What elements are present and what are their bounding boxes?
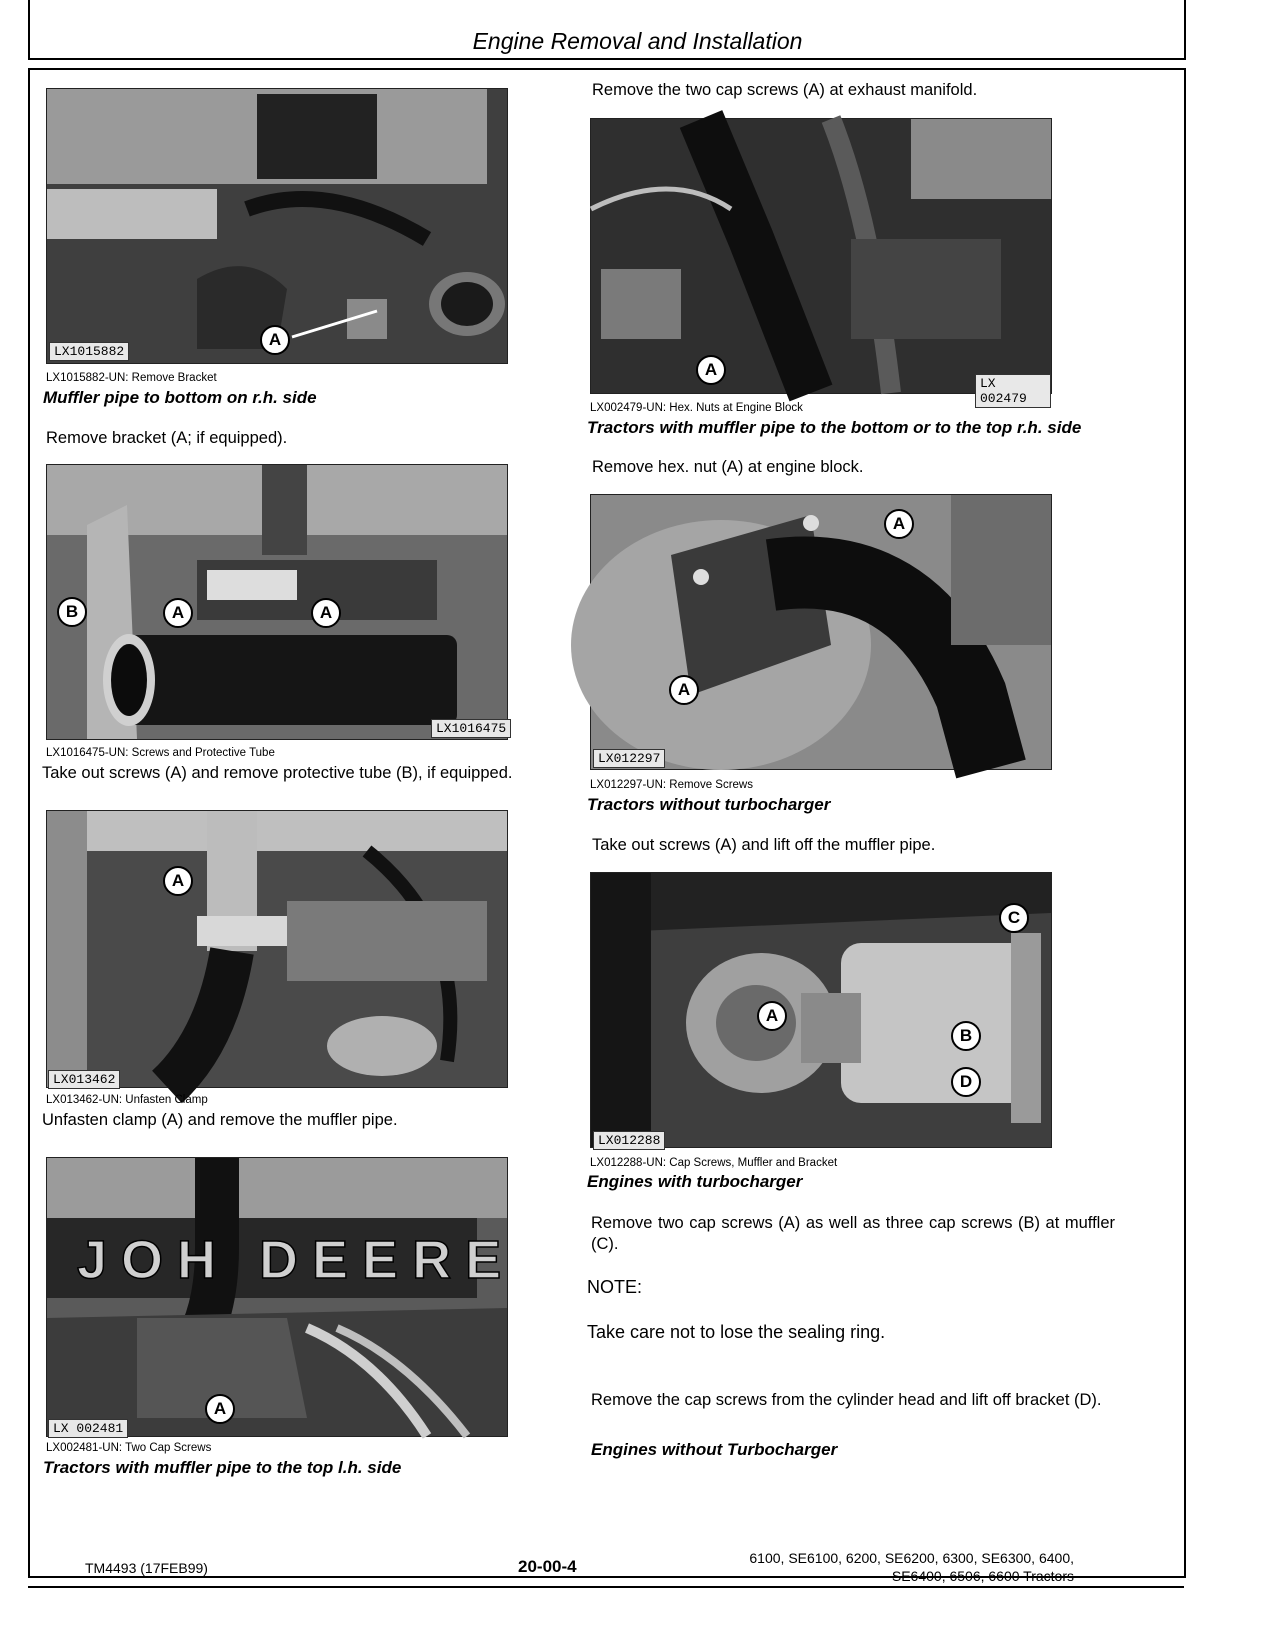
image-id-tag: LX 002481 <box>48 1419 128 1438</box>
instruction-text: Take out screws (A) and lift off the muffler pipe. <box>592 836 936 854</box>
model-list <box>660 1550 1074 1584</box>
svg-text:JOH DEERE: JOH DEERE <box>77 1230 516 1290</box>
instruction-text: Remove the cap screws from the cylinder head and lift off bracket (D). <box>591 1391 1102 1409</box>
photo-protective-tube <box>46 464 508 740</box>
image-id-tag: LX012297 <box>593 749 665 768</box>
callout-label: A <box>669 675 699 705</box>
figure-caption: LX012288-UN: Cap Screws, Muffler and Bracket <box>590 1157 838 1169</box>
callout-label: C <box>999 903 1029 933</box>
page-number: 20-00-4 <box>518 1557 577 1576</box>
figure-caption: LX002481-UN: Two Cap Screws <box>46 1442 212 1454</box>
figure-caption: LX1015882-UN: Remove Bracket <box>46 372 217 384</box>
instruction-text: Remove the two cap screws (A) at exhaust manifold. <box>592 81 978 99</box>
callout-label: A <box>205 1394 235 1424</box>
photo-exhaust-manifold <box>590 118 1052 406</box>
image-id-tag: LX012288 <box>593 1131 665 1150</box>
instruction-text: Unfasten clamp (A) and remove the muffler pipe. <box>42 1111 398 1129</box>
photo-two-cap-screws <box>46 1157 516 1437</box>
image-id-tag: LX 002479 <box>975 374 1051 408</box>
figure-caption: LX013462-UN: Unfasten Clamp <box>46 1094 208 1106</box>
instruction-text: Take out screws (A) and remove protective tube (B), if equipped. <box>42 764 513 782</box>
callout-label: A <box>311 598 341 628</box>
page-title: Engine Removal and Installation <box>472 28 803 54</box>
callout-label: A <box>163 598 193 628</box>
instruction-text: Remove two cap screws (A) as well as three cap screws (B) at muffler (C). <box>591 1214 1115 1253</box>
callout-label: A <box>757 1001 787 1031</box>
footer-rule <box>28 1586 1184 1588</box>
figure-subhead: Tractors without turbocharger <box>587 795 831 814</box>
instruction-text: Remove hex. nut (A) at engine block. <box>592 458 864 476</box>
image-id-tag: LX1015882 <box>49 342 129 361</box>
image-id-tag: LX1016475 <box>431 719 511 738</box>
callout-label: D <box>951 1067 981 1097</box>
figure-caption: LX002479-UN: Hex. Nuts at Engine Block <box>590 402 803 414</box>
model-list-line: SE6400, 6506, 6600 Tractors <box>891 1568 1074 1584</box>
photo-hex-nut-engine-block <box>590 494 1052 770</box>
figure-subhead: Muffler pipe to bottom on r.h. side <box>43 388 317 407</box>
instruction-text: Remove bracket (A; if equipped). <box>46 429 288 447</box>
figure-caption: LX1016475-UN: Screws and Protective Tube <box>46 747 275 759</box>
figure-subhead: Tractors with muffler pipe to the top l.h. side <box>43 1458 402 1477</box>
callout-label: A <box>696 355 726 385</box>
callout-label: B <box>57 597 87 627</box>
section-subhead: Engines without Turbocharger <box>591 1440 838 1459</box>
note-label: NOTE: <box>587 1277 643 1297</box>
figure-caption: LX012297-UN: Remove Screws <box>590 779 753 791</box>
photo-remove-bracket <box>46 88 508 364</box>
figure-subhead: Tractors with muffler pipe to the bottom or to the top r.h. side <box>587 418 1082 437</box>
photo-turbo-muffler <box>590 872 1052 1148</box>
callout-label: B <box>951 1021 981 1051</box>
callout-label: A <box>884 509 914 539</box>
callout-label: A <box>163 866 193 896</box>
doc-number: TM4493 (17FEB99) <box>85 1560 208 1576</box>
figure-subhead: Engines with turbocharger <box>587 1172 803 1191</box>
photo-unfasten-clamp <box>46 810 508 1088</box>
model-list-line: 6100, SE6100, 6200, SE6200, 6300, SE6300, 6400, <box>749 1550 1074 1566</box>
callout-label: A <box>260 325 290 355</box>
engine-logo <box>67 1223 516 1293</box>
note-text: Take care not to lose the sealing ring. <box>587 1322 886 1342</box>
image-id-tag: LX013462 <box>48 1070 120 1089</box>
